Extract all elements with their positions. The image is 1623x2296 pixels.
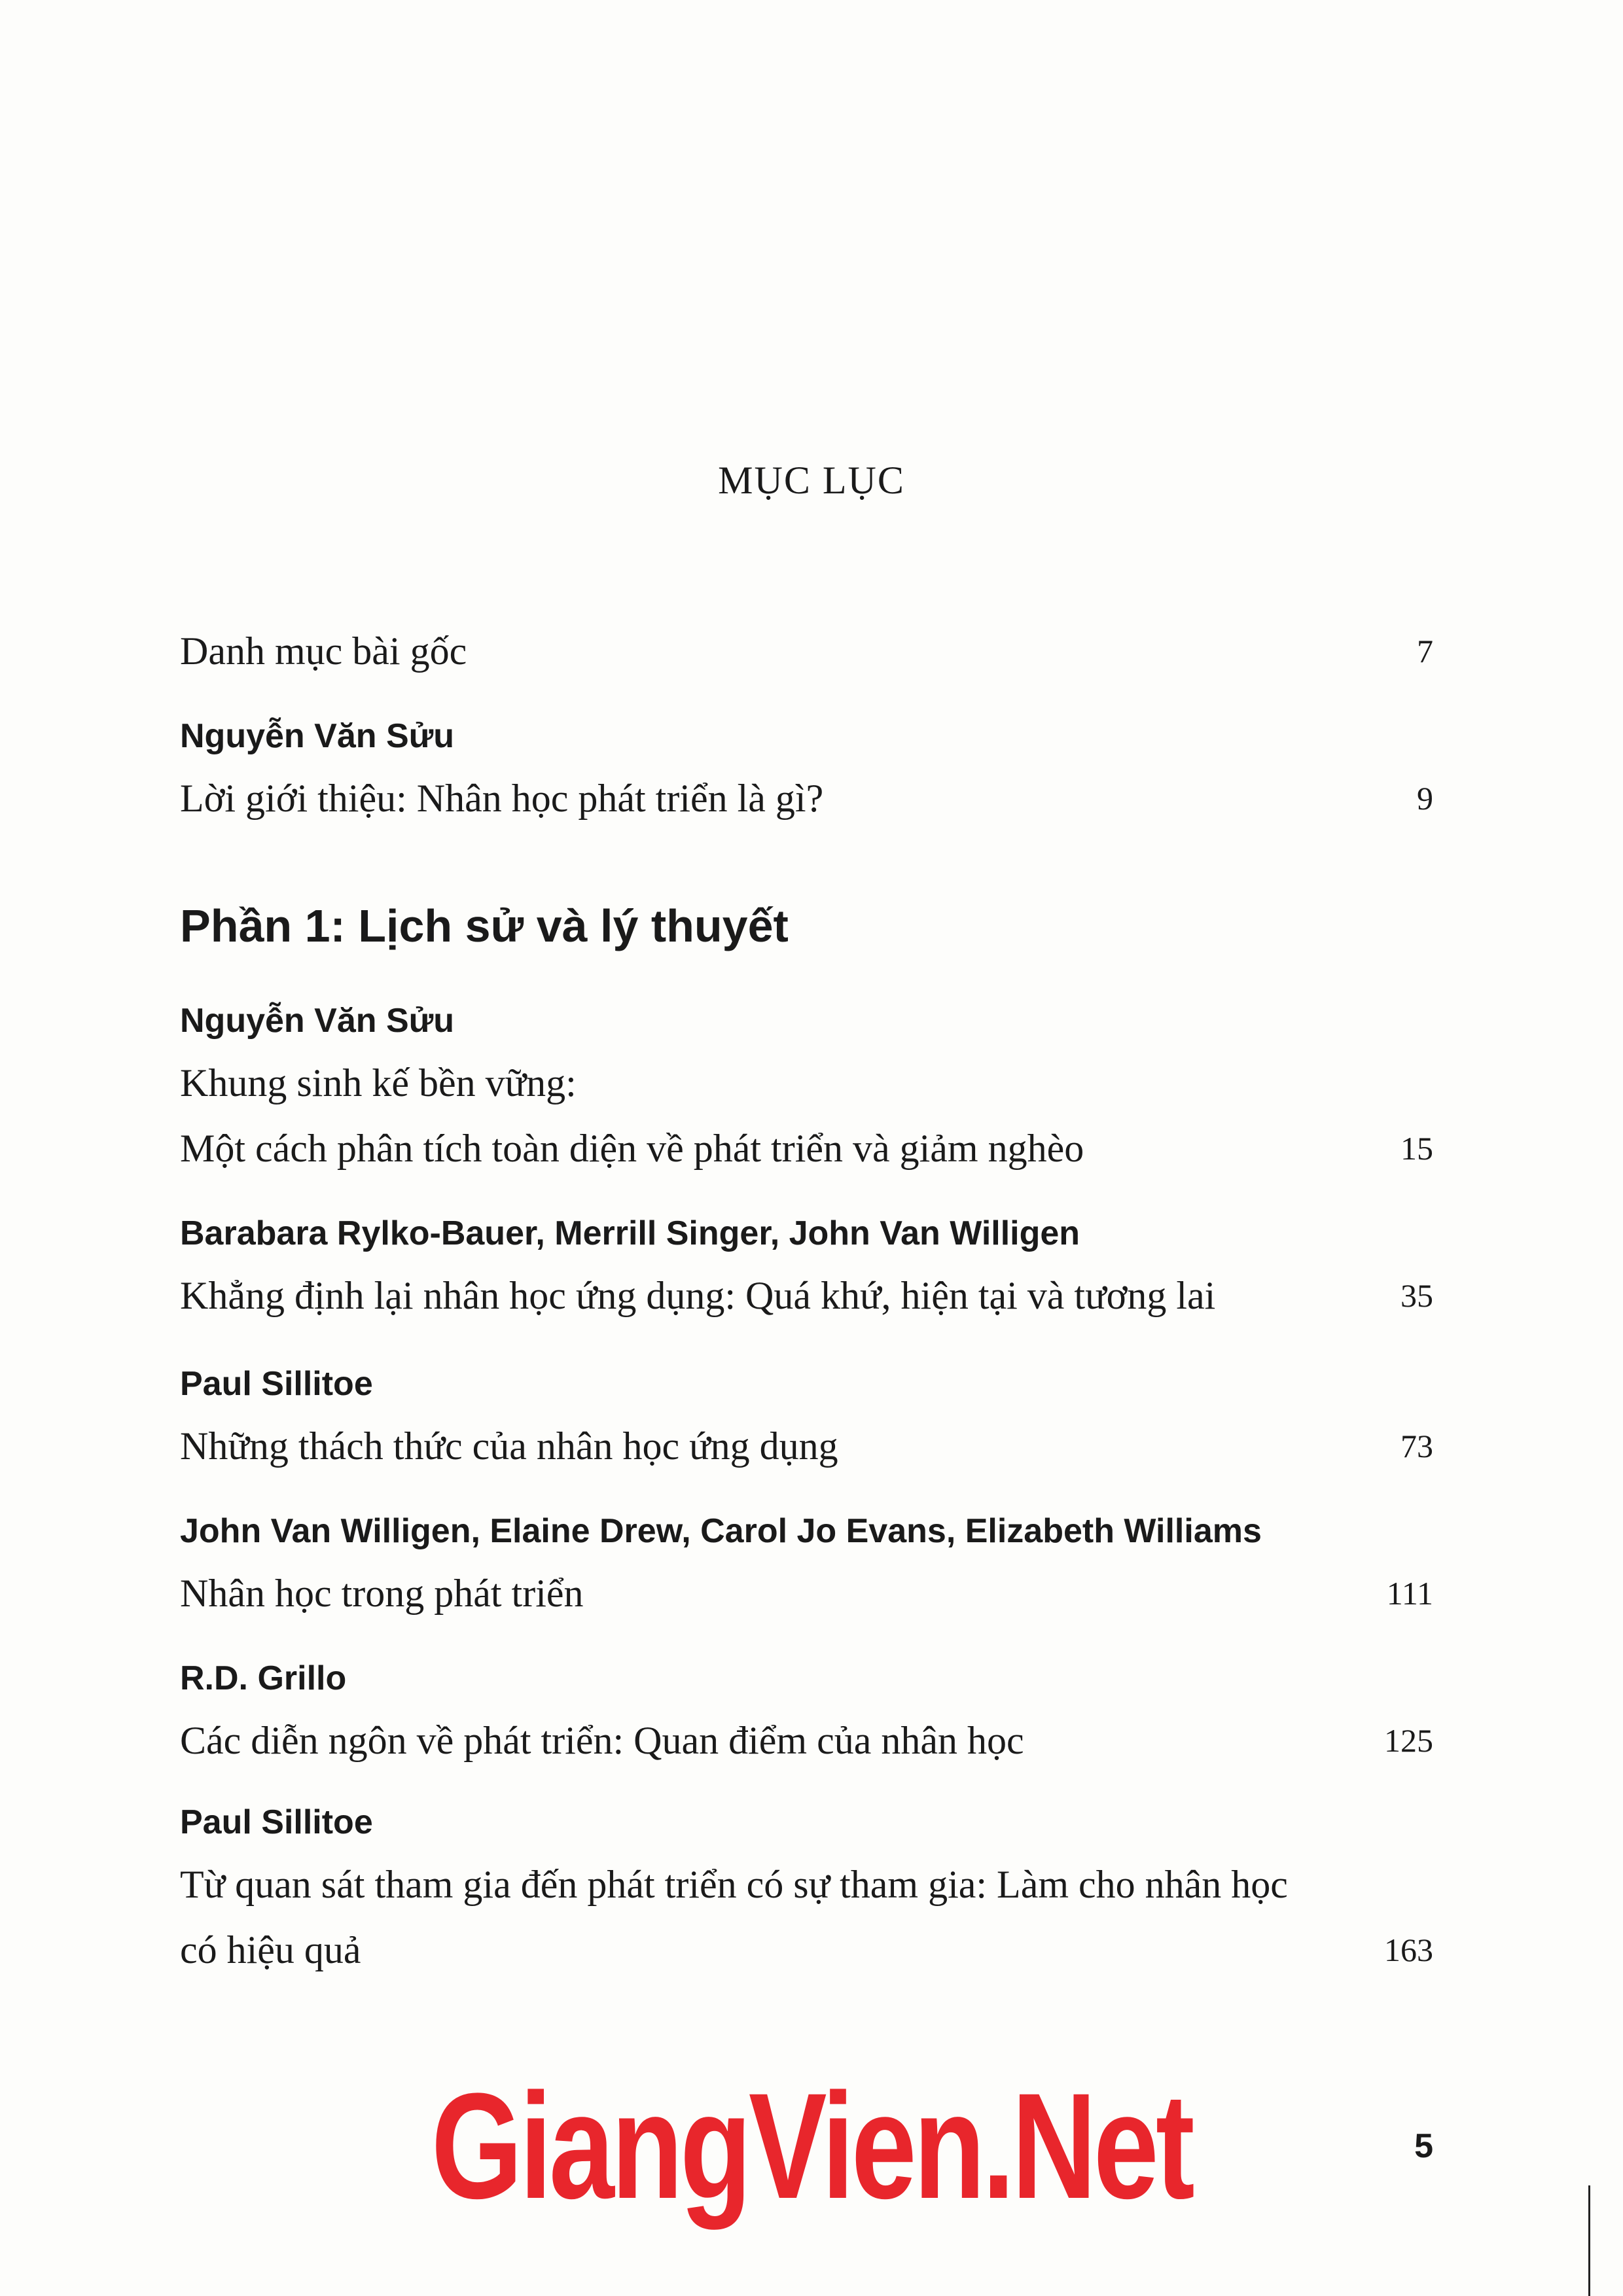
toc-page-number: 15 (1400, 1130, 1433, 1167)
page-edge-line (1588, 2185, 1590, 2296)
toc-page-number: 163 (1384, 1932, 1433, 1968)
toc-author: Paul Sillitoe (180, 1803, 373, 1841)
toc-entry-title[interactable]: Một cách phân tích toàn diện về phát triển và giảm nghèo (180, 1127, 1084, 1170)
toc-page-number: 73 (1400, 1428, 1433, 1464)
toc-author: R.D. Grillo (180, 1659, 347, 1697)
section-heading: Phần 1: Lịch sử và lý thuyết (180, 900, 789, 951)
toc-entry-title[interactable]: Khẳng định lại nhân học ứng dụng: Quá khứ, hiện tại và tương lai (180, 1274, 1216, 1317)
toc-author: Nguyễn Văn Sửu (180, 717, 455, 755)
watermark-logo: GiangVien.Net (431, 2062, 1192, 2230)
toc-page-number: 7 (1417, 633, 1433, 669)
page-title: MỤC LỤC (718, 459, 905, 502)
toc-page-number: 35 (1400, 1277, 1433, 1314)
footer-page-number: 5 (1414, 2127, 1433, 2165)
toc-entry-title[interactable]: Từ quan sát tham gia đến phát triển có sự tham gia: Làm cho nhân học (180, 1863, 1288, 1906)
toc-page-number: 111 (1386, 1575, 1433, 1612)
toc-page-number: 125 (1384, 1722, 1433, 1759)
toc-entry-title[interactable]: Những thách thức của nhân học ứng dụng (180, 1424, 838, 1468)
toc-author: Paul Sillitoe (180, 1365, 373, 1403)
toc-author: Barabara Rylko-Bauer, Merrill Singer, John Van Willigen (180, 1214, 1080, 1252)
toc-entry-title[interactable]: Khung sinh kế bền vững: (180, 1061, 577, 1104)
toc-entry-title[interactable]: Nhân học trong phát triển (180, 1572, 584, 1615)
toc-entry-title[interactable]: có hiệu quả (180, 1928, 361, 1971)
toc-author: Nguyễn Văn Sửu (180, 1002, 455, 1040)
toc-entry-title[interactable]: Danh mục bài gốc (180, 629, 467, 673)
toc-page-number: 9 (1417, 780, 1433, 817)
toc-author: John Van Willigen, Elaine Drew, Carol Jo Evans, Elizabeth Williams (180, 1512, 1262, 1550)
toc-entry-title[interactable]: Các diễn ngôn về phát triển: Quan điểm của nhân học (180, 1719, 1024, 1762)
toc-entry-title[interactable]: Lời giới thiệu: Nhân học phát triển là gì? (180, 777, 824, 820)
